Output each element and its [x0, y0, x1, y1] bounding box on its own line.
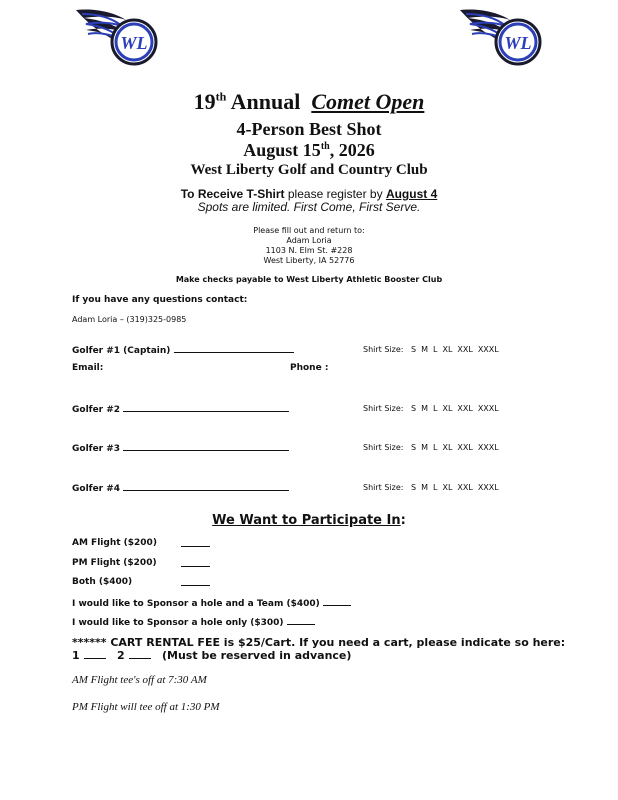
email-label: Email: [72, 363, 104, 373]
sponsor-team-row [72, 597, 351, 609]
comet-logo-left [74, 6, 160, 68]
cart-reserve-note: (Must be reserved in advance) [162, 649, 352, 662]
golfer-2-row [72, 403, 289, 415]
phone-label: Phone : [290, 363, 329, 373]
comet-logo-right [458, 6, 544, 68]
size-m[interactable]: M [421, 483, 428, 492]
event-format: 4-Person Best Shot [236, 119, 382, 139]
shirt-size-label: Shirt Size: [363, 404, 404, 413]
tshirt-lead: To Receive T-Shirt [180, 187, 285, 201]
payable-note: Make checks payable to West Liberty Athletic Booster Club [175, 275, 443, 284]
svg-text:WL: WL [504, 33, 532, 53]
golfer-4-shirt-size [363, 483, 504, 492]
cart-option-1-label: 1 [72, 649, 80, 662]
golfer-1-label: Golfer #1 (Captain) [72, 346, 171, 356]
golfer-3-label: Golfer #3 [72, 444, 121, 454]
golfer-2-shirt-size [363, 404, 504, 413]
golfer-1-shirt-size [363, 345, 504, 354]
date-month: August 15 [243, 140, 321, 160]
sponsor-team-blank[interactable] [323, 597, 351, 606]
pm-tee-time-note: PM Flight will tee off at 1:30 PM [72, 701, 220, 713]
size-xl[interactable]: XL [442, 345, 453, 354]
participate-heading-text: We Want to Participate In [212, 513, 401, 528]
contact-value: Adam Loria – (319)325-0985 [72, 315, 187, 324]
golfer-3-shirt-size [363, 443, 504, 452]
golfer-4-label: Golfer #4 [72, 484, 121, 494]
am-flight-label: AM Flight ($200) [72, 538, 157, 548]
cart-option-1-blank[interactable] [84, 649, 106, 659]
golfer-4-name-line[interactable] [123, 482, 289, 491]
tshirt-note [0, 187, 618, 201]
size-xxl[interactable]: XXL [457, 443, 473, 452]
both-flight-label: Both ($400) [72, 577, 133, 587]
size-m[interactable]: M [421, 345, 428, 354]
sponsor-hole-blank[interactable] [287, 616, 315, 625]
tshirt-mid: please register by [287, 187, 383, 201]
sponsor-hole-row [72, 616, 315, 628]
shirt-size-label: Shirt Size: [363, 345, 404, 354]
sponsor-hole-label: I would like to Sponsor a hole only ($300) [72, 618, 284, 628]
contact-label: If you have any questions contact: [72, 295, 248, 305]
pm-flight-blank[interactable] [181, 558, 210, 567]
tshirt-deadline: August 4 [385, 187, 438, 201]
size-xxl[interactable]: XXL [457, 483, 473, 492]
am-tee-time-note: AM Flight tee's off at 7:30 AM [72, 674, 207, 686]
size-l[interactable]: L [433, 345, 438, 354]
cart-option-2-label: 2 [117, 649, 125, 662]
spots-note: Spots are limited. First Come, First Serve. [197, 200, 421, 214]
size-xl[interactable]: XL [442, 483, 453, 492]
cart-rental-notice: ****** CART RENTAL FEE is $25/Cart. If you need a cart, please indicate so here: [72, 636, 566, 649]
cart-option-2-blank[interactable] [129, 649, 151, 659]
size-s[interactable]: S [411, 345, 417, 354]
size-m[interactable]: M [421, 404, 428, 413]
size-xxl[interactable]: XXL [457, 345, 473, 354]
title-annual: Annual [230, 89, 301, 114]
golfer-1-row [72, 344, 294, 356]
golfer-3-row [72, 442, 289, 454]
sponsor-team-label: I would like to Sponsor a hole and a Team ($400) [72, 599, 320, 609]
golfer-1-name-line[interactable] [174, 344, 294, 353]
size-xxxl[interactable]: XXXL [477, 443, 499, 452]
golfer-2-label: Golfer #2 [72, 405, 121, 415]
shirt-size-label: Shirt Size: [363, 483, 404, 492]
size-l[interactable]: L [433, 404, 438, 413]
title-ordinal: th [215, 89, 227, 104]
return-line-2: Adam Loria [286, 236, 332, 245]
size-s[interactable]: S [411, 443, 417, 452]
shirt-size-label: Shirt Size: [363, 443, 404, 452]
event-date [0, 140, 618, 161]
date-ordinal: th [320, 141, 330, 152]
event-venue: West Liberty Golf and Country Club [190, 162, 428, 178]
size-l[interactable]: L [433, 443, 438, 452]
date-year: , 2026 [329, 140, 375, 160]
size-xxxl[interactable]: XXXL [477, 404, 499, 413]
golfer-4-row [72, 482, 289, 494]
golfer-3-name-line[interactable] [123, 442, 289, 451]
size-xxxl[interactable]: XXXL [477, 345, 499, 354]
size-xxxl[interactable]: XXXL [477, 483, 499, 492]
both-flight-blank[interactable] [181, 577, 210, 586]
participate-heading-colon: : [400, 513, 406, 528]
event-title [0, 89, 618, 115]
title-number: 19 [193, 89, 216, 114]
return-line-3: 1103 N. Elm St. #228 [265, 246, 353, 255]
size-s[interactable]: S [411, 483, 417, 492]
size-s[interactable]: S [411, 404, 417, 413]
return-line-4: West Liberty, IA 52776 [263, 256, 355, 265]
size-xl[interactable]: XL [442, 443, 453, 452]
participate-heading [0, 513, 618, 528]
golfer-2-name-line[interactable] [123, 403, 289, 412]
return-line-1: Please fill out and return to: [253, 226, 365, 235]
svg-text:WL: WL [120, 33, 148, 53]
size-m[interactable]: M [421, 443, 428, 452]
cart-options-row [72, 649, 351, 662]
size-l[interactable]: L [433, 483, 438, 492]
size-xl[interactable]: XL [442, 404, 453, 413]
pm-flight-label: PM Flight ($200) [72, 558, 157, 568]
size-xxl[interactable]: XXL [457, 404, 473, 413]
am-flight-blank[interactable] [181, 538, 210, 547]
title-event-name: Comet Open [311, 89, 425, 114]
